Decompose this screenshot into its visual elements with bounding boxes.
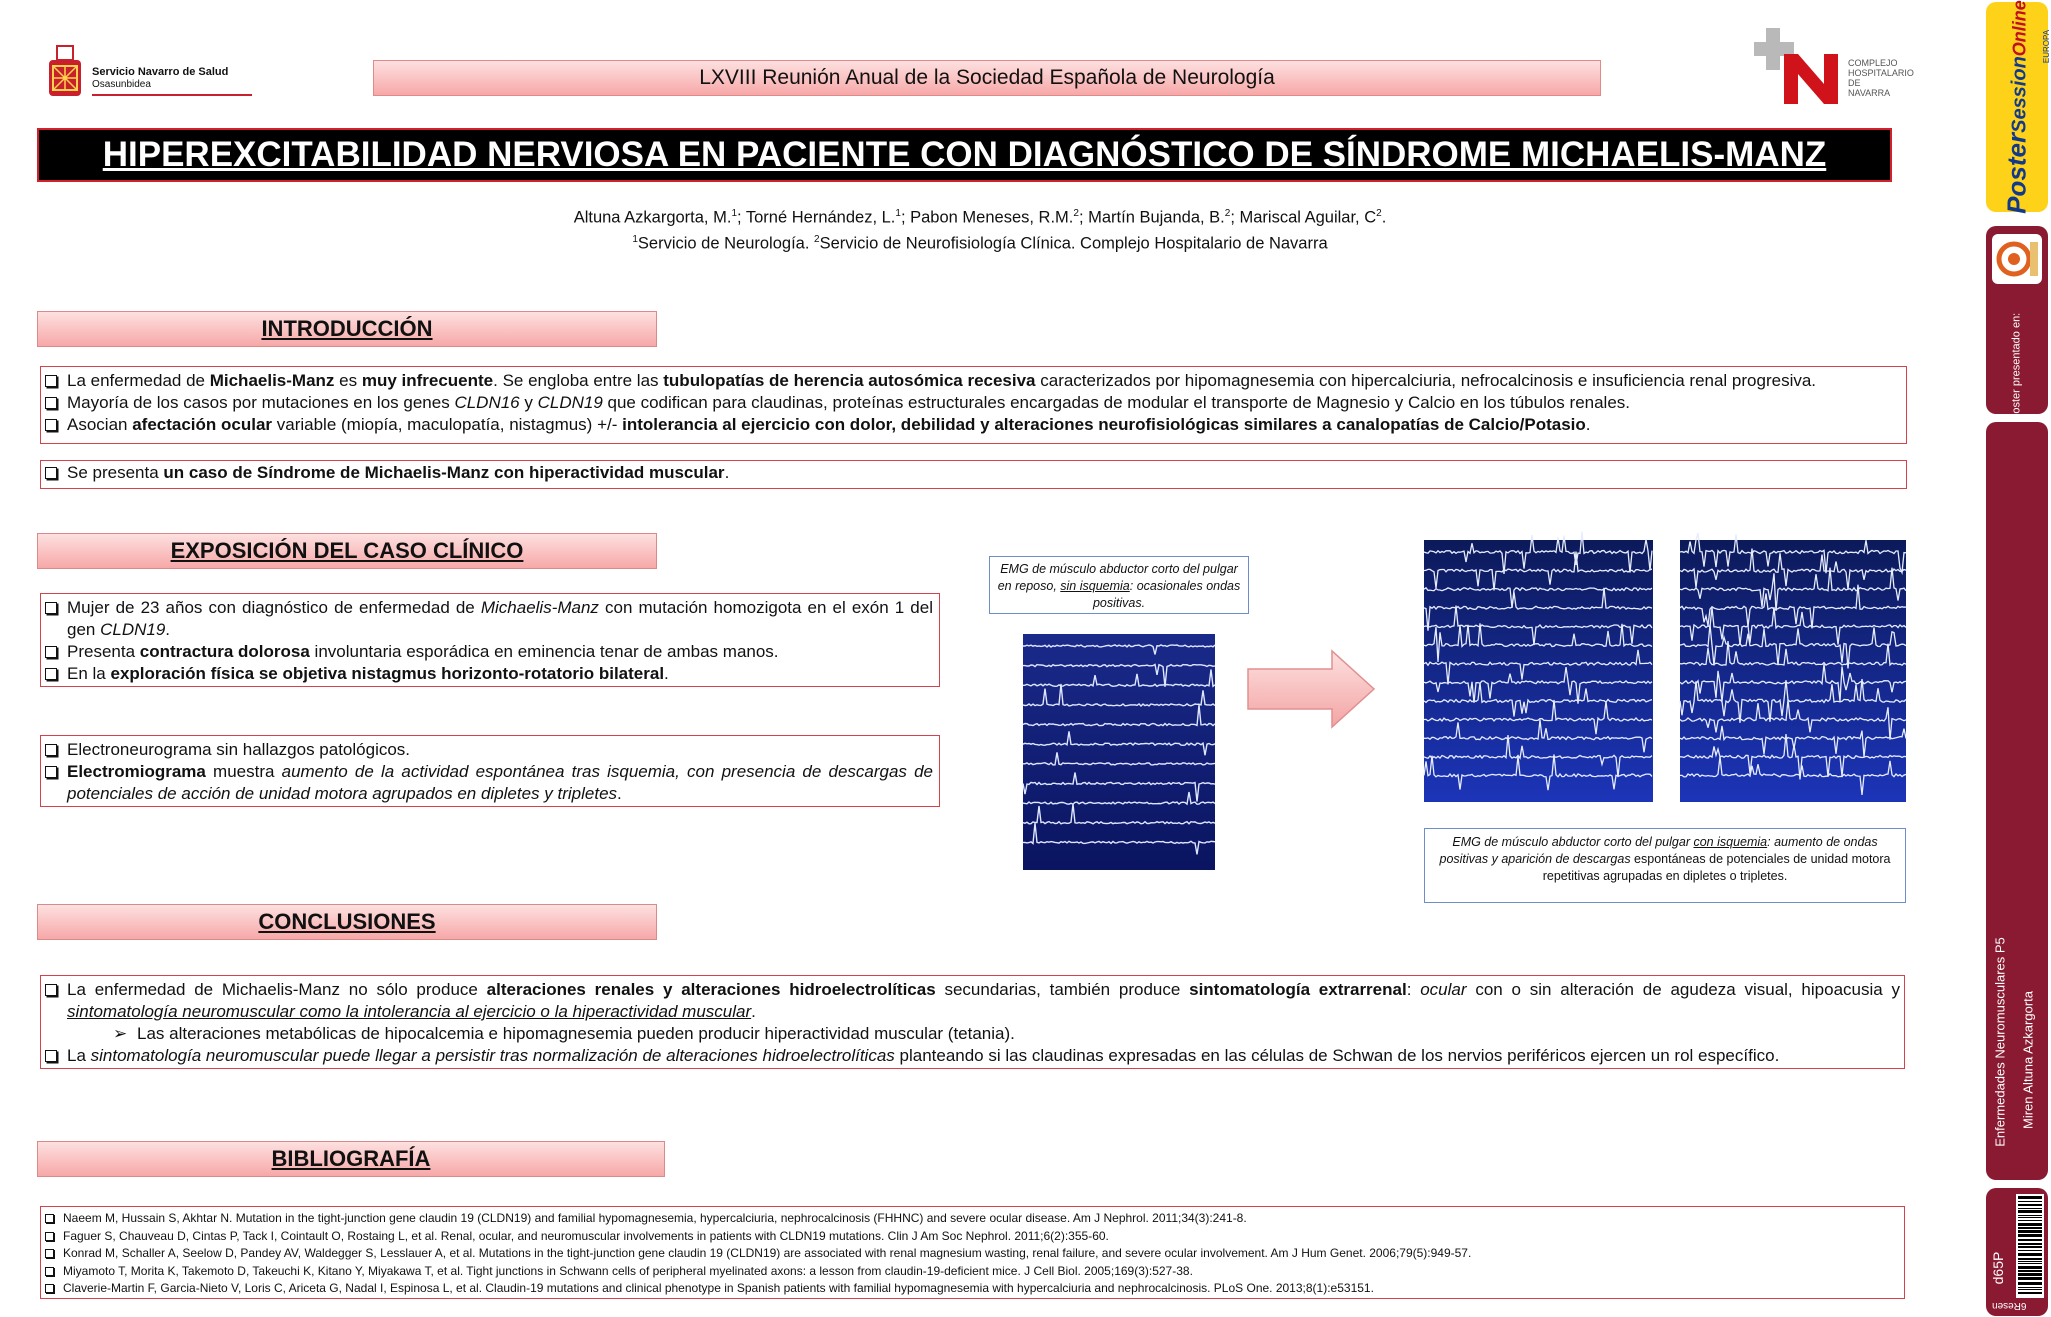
emg-ischemia-image-1 [1424,540,1653,802]
author-list: Altuna Azkargorta, M.$^1$; Torné Hernández, L.$^1$; Pabon Meneses, R.M.$^2$; Martín Bujanda, B.$^2$; Mariscal Aguilar, $C^2$. [573,208,1387,227]
barcode-bar [2018,1287,2042,1288]
brand-online: Online [2009,0,2030,57]
emg-rest-image [1023,634,1215,870]
case-bullet-1: Mujer de 23 años con diagnóstico de enfermedad de Michaelis-Manz con mutación homozigota en el exón 1 del gen CLDN19. [41,597,939,641]
brand-session: Session [2008,56,2031,133]
barcode-bar [2018,1289,2042,1290]
barcode-bar [2018,1217,2042,1218]
conclusions-box [40,975,1905,1069]
chn-logo-line2: HOSPITALARIO [1848,68,1914,78]
meeting-title: LXVIII Reunión Anual de la Sociedad Española de Neurología [699,66,1275,89]
footer-code: 6Resen [1992,1300,2027,1311]
navarra-shield-icon [48,46,82,100]
reference-item: Naeem M, Hussain S, Akhtar N. Mutation in the tight-junction gene claudin 19 (CLDN19) and familial hypomagnesemia, hypercalciuria, nephrocalcinosis (FHHNC) and severe ocular disease. Am J Nephrol. 2011;34(3):241-8. [41,1210,1904,1228]
sidebar-brand [1986,0,2051,214]
poster-title-bar [37,128,1892,182]
chn-logo-line3: DE NAVARRA [1848,78,1891,98]
barcode-bar [2018,1277,2042,1280]
chn-logo-line1: COMPLEJO [1848,58,1898,68]
intro-bullet-4: Se presenta un caso de Síndrome de Michaelis-Manz con hiperactividad muscular. [41,462,1906,484]
sidebar-code [1986,1188,2048,1316]
barcode-bar [2018,1204,2042,1206]
intro-bullet-2: Mayoría de los casos por mutaciones en los genes CLDN16 y CLDN19 que codifican para claudinas, proteínas estructurales encargadas de modular el transporte de Magnesio y Calcio en los túbulos renales. [41,392,1906,414]
barcode-bar [2018,1292,2042,1294]
barcode-bar [2018,1261,2042,1262]
section-conclusions-heading: CONCLUSIONES [37,904,657,940]
case-bullet-4: Electroneurograma sin hallazgos patológicos. [41,739,939,761]
emg-ischemia-image-2 [1680,540,1906,802]
barcode-icon [2016,1194,2044,1298]
section-bibliography-heading: BIBLIOGRAFÍA [37,1141,665,1177]
case-box-2 [40,735,940,807]
brand-small: EUROPA [2042,29,2051,64]
author-label: Miren Altuna Azkargorta [2020,990,2036,1130]
conclusion-bullet-2: La sintomatología neuromuscular puede llegar a persistir tras normalización de alteraciones hidroelectrolíticas planteando si las claudinas expresadas en las células de Schwan de los nervios periféricos ejercen un rol específico. [41,1045,1904,1067]
references-box [40,1206,1905,1299]
emg-ischemia-caption: EMG de músculo abductor corto del pulgar con isquemia: aumento de ondas positivas y aparición de descargas espontáneas de potenciales de unidad motora repetitivas agrupadas en dipletes o tripletes. [1424,828,1906,903]
emg-ischemia-traces-1 [1424,540,1653,802]
sns-logo-line1: Servicio Navarro de Salud [92,66,229,78]
category-label: Enfermedades Neuromusculares P5 [1992,937,2008,1147]
sidebar-presented [1986,226,2048,421]
emg-rest-caption: EMG de músculo abductor corto del pulgar en reposo, sin isquemia: ocasionales ondas positivas. [989,556,1249,614]
arrow-right-icon [1246,649,1376,729]
barcode-bar [2018,1253,2042,1256]
poster-title: HIPEREXCITABILIDAD NERVIOSA EN PACIENTE CON DIAGNÓSTICO DE SÍNDROME MICHAELIS-MANZ [102,135,1827,174]
case-bullet-3: En la exploración física se objetiva nistagmus horizonto-rotatorio bilateral. [41,663,939,685]
sns-logo [48,46,229,102]
section-intro-heading: INTRODUCCIÓN [37,311,657,347]
case-bullet-2: Presenta contractura dolorosa involuntaria esporádica en eminencia tenar de ambas manos. [41,641,939,663]
reference-item: Konrad M, Schaller A, Seelow D, Pandey AV, Waldegger S, Lesslauer A, et al. Mutations in the tight-junction gene claudin 19 (CLDN19) are associated with renal magnesium wasting, renal failure, and severe ocular involvement. Am J Hum Genet. 2006;79(5):949-57. [41,1245,1904,1263]
reference-item: Faguer S, Chauveau D, Cintas P, Tack I, Cointault O, Rostaing L, et al. Renal, ocular, and neuromuscular involvements in patients with CLDN19 mutations. Clin J Am Soc Nephrol. 2011;6(2):355-60. [41,1228,1904,1246]
brand-poster: Poster [2001,132,2032,214]
barcode-bar [2018,1239,2042,1241]
barcode-bar [2018,1223,2042,1226]
society-logo-icon [1992,234,2042,284]
affiliations: $^1$Servicio de Neurología. $^2$Servicio de Neurofisiología Clínica. Complejo Hospitalario de Navarra [632,233,1328,252]
barcode-bar [2018,1270,2042,1272]
barcode-bar [2018,1282,2042,1285]
chn-logo [1754,28,1914,108]
barcode-bar [2018,1210,2042,1213]
arrow-bullet-icon: ➢ [113,1024,128,1043]
barcode-bar [2018,1230,2042,1233]
emg-rest-traces [1023,634,1215,870]
meeting-banner [373,60,1601,96]
barcode-bar [2018,1227,2042,1229]
barcode-bar [2018,1234,2042,1237]
reference-item: Claverie-Martin F, Garcia-Nieto V, Loris C, Ariceta G, Nadal I, Espinosa L, et al. Claudin-19 mutations and clinical phenotype in Spanish patients with familial hypomagnesemia with hypercalciuria and nephrocalcinosis. PLoS One. 2013;8(1):e53151. [41,1280,1904,1298]
barcode-bar [2018,1250,2042,1251]
barcode-bar [2018,1246,2042,1248]
barcode-bar [2018,1215,2042,1216]
intro-box [40,366,1907,444]
sidebar-category [1986,422,2048,1180]
intro-case-box [40,460,1907,489]
barcode-bar [2018,1196,2042,1199]
case-box-1 [40,593,940,687]
conclusion-sub-bullet: ➢ Las alteraciones metabólicas de hipocalcemia e hipomagnesemia pueden producir hiperactividad muscular (tetania). [113,1024,1015,1043]
intro-bullet-1: La enfermedad de Michaelis-Manz es muy infrecuente. Se engloba entre las tubulopatías de herencia autosómica recesiva caracterizados por hipomagnesemia con hipercalciuria, nefrocalcinosis e insuficiencia renal progresiva. [41,370,1906,392]
barcode-bar [2018,1273,2042,1276]
section-case-heading: EXPOSICIÓN DEL CASO CLÍNICO [37,533,657,569]
conclusion-bullet-1: La enfermedad de Michaelis-Manz no sólo produce alteraciones renales y alteraciones hidroelectrolíticas secundarias, también produce sintomatología extrarrenal: ocular con o sin alteración de agudeza visual, hipoacusia y sintomatología neuromuscular como la intolerancia al ejercicio o la hiperactividad muscular. [41,979,1904,1023]
barcode-bar [2018,1263,2042,1264]
case-bullet-5: Electromiograma muestra aumento de la actividad espontánea tras isquemia, con presencia de descargas de potenciales de acción de unidad motora agrupados en dipletes y tripletes. [41,761,939,805]
barcode-bar [2018,1258,2042,1260]
barcode-bar [2018,1208,2042,1209]
barcode-bar [2018,1220,2042,1221]
poster-code: d65P [1990,1251,2006,1285]
reference-item: Miyamoto T, Morita K, Takemoto D, Takeuchi K, Kitano Y, Miyakawa T, et al. Tight junctions in Schwann cells of peripheral myelinated axons: a lesson from claudin-19-deficient mice. J Cell Biol. 2005;169(3):527-38. [41,1263,1904,1281]
barcode-bar [2018,1266,2042,1269]
barcode-bar [2018,1243,2042,1245]
sns-logo-line2: Osasunbidea [92,79,151,90]
presented-label: Poster presentado en: [2010,312,2023,421]
intro-bullet-3: Asocian afectación ocular variable (miopía, maculopatía, nistagmus) +/- intolerancia al ejercicio con dolor, debilidad y alteraciones neurofisiológicas similares a canalopatías de Calcio/Potasio. [41,414,1906,436]
barcode-bar [2018,1201,2042,1202]
emg-ischemia-traces-2 [1680,540,1906,802]
authors [0,203,1960,254]
